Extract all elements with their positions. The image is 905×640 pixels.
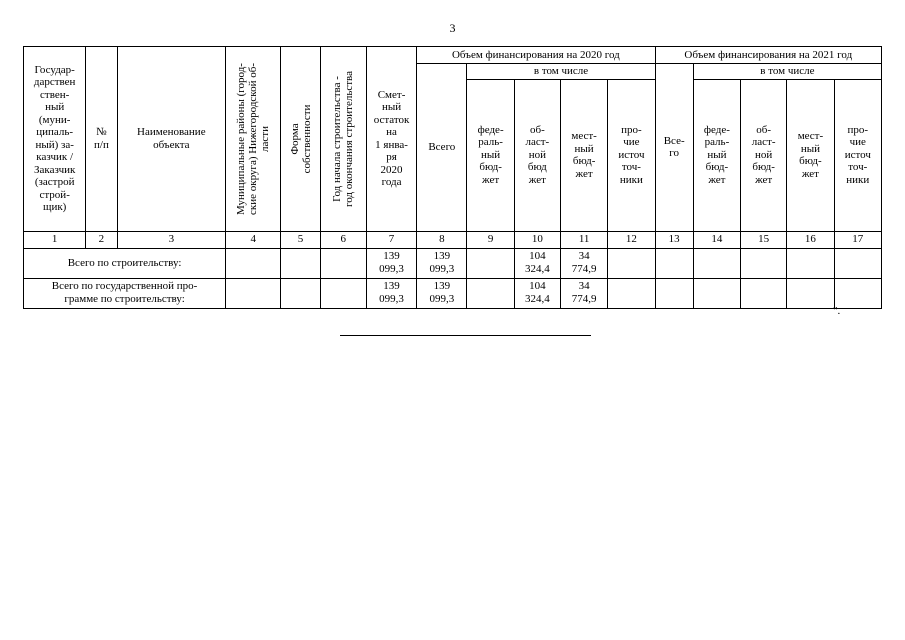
balance-value: 139 099,3 [366,278,416,308]
column-number: 13 [655,231,693,248]
column-number: 4 [226,231,281,248]
header-federal-2020: феде- раль- ный бюд- жет [467,79,514,231]
header-financing-2020: Объем финансирования на 2020 год [417,47,655,64]
row-label: Всего по строительству: [24,248,226,278]
header-regional-2021: об- ласт- ной бюд- жет [741,79,787,231]
header-including-2021: в том числе [693,64,881,80]
header-construction-years: Год начала строительства - год окончания строительства [331,70,356,207]
column-number: 14 [693,231,740,248]
header-ownership-cell [281,47,320,232]
closing-quote: ". [833,305,841,317]
financing-table [23,46,882,309]
column-number: 16 [787,231,834,248]
column-number: 1 [24,231,86,248]
column-number: 17 [834,231,881,248]
header-other-2020: про- чие источ точ- ники [608,79,655,231]
balance-value: 139 099,3 [366,248,416,278]
table-row [24,278,882,308]
local-2020-value: 34 774,9 [560,278,607,308]
regional-2020-value: 104 324,4 [514,278,560,308]
divider-line [340,335,591,336]
header-estimated-balance: Смет- ный остаток на 1 янва- ря 2020 года [366,47,416,232]
header-customer: Государ- дарствен ствен- ный (муни- ципаль- ный) за- казчик / Заказчик (застрой строй- щик) [24,47,86,232]
column-number: 2 [86,231,117,248]
column-number: 10 [514,231,560,248]
header-including-2020: в том числе [467,64,655,80]
header-object-name: Наименование объекта [117,47,226,232]
header-regional-2020: об- ласт- ной бюд жет [514,79,560,231]
header-number: № п/п [86,47,117,232]
header-financing-2021: Объем финансирования на 2021 год [655,47,881,64]
table-row [24,248,882,278]
header-other-2021: про- чие источ точ- ники [834,79,881,231]
column-number: 9 [467,231,514,248]
header-ownership: Форма собственности [288,104,313,174]
column-number: 6 [320,231,366,248]
column-number: 11 [560,231,607,248]
row-label: Всего по государственной про- грамме по строительству: [24,278,226,308]
page-number: 3 [449,21,456,35]
header-districts: Муниципальные районы (город- ские округа) Нижегородской об- ласти [235,62,272,215]
total-2020-value: 139 099,3 [417,248,467,278]
header-total-2020: Всего [417,64,467,232]
total-2020-value: 139 099,3 [417,278,467,308]
header-total-2021: Все- го [655,64,693,232]
column-number: 15 [741,231,787,248]
column-number: 12 [608,231,655,248]
header-districts-cell [226,47,281,232]
column-number: 8 [417,231,467,248]
header-local-2021: мест- ный бюд- жет [787,79,834,231]
column-number: 3 [117,231,226,248]
column-number: 5 [281,231,320,248]
local-2020-value: 34 774,9 [560,248,607,278]
header-federal-2021: феде- раль- ный бюд- жет [693,79,740,231]
column-number: 7 [366,231,416,248]
header-years-cell [320,47,366,232]
regional-2020-value: 104 324,4 [514,248,560,278]
header-local-2020: мест- ный бюд- жет [560,79,607,231]
